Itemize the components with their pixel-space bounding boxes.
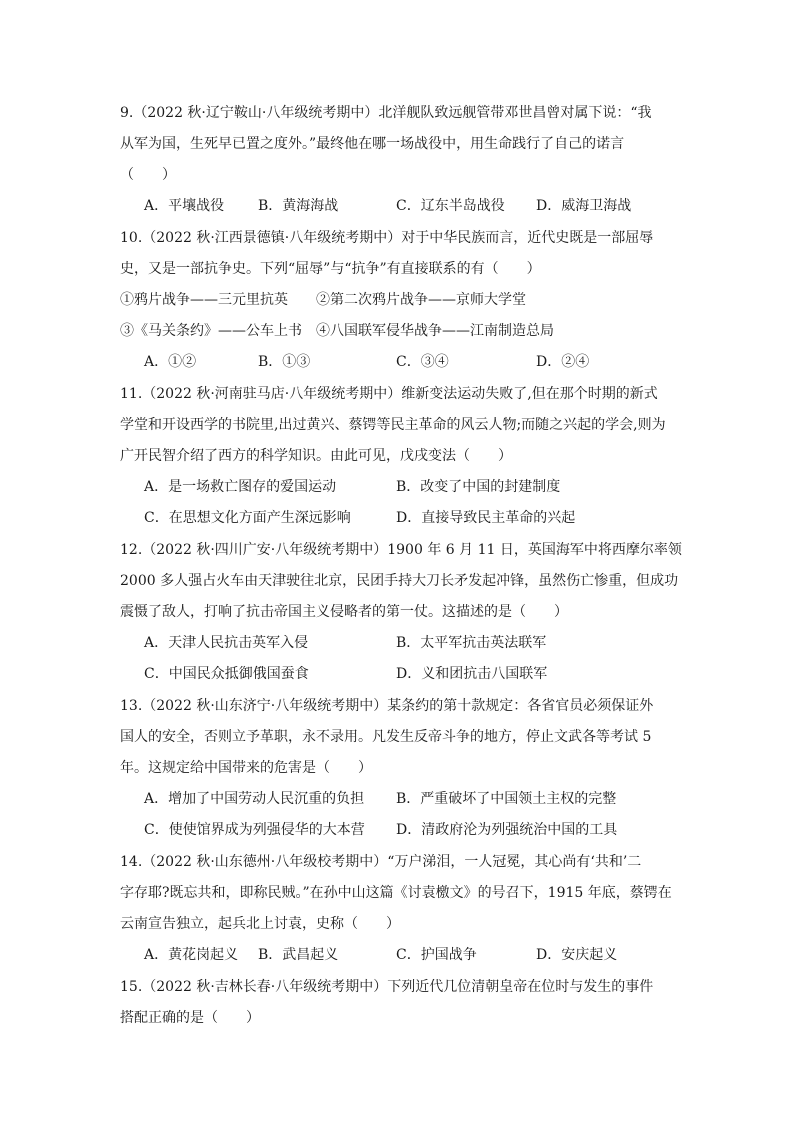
question-15-line-2: 搭配正确的是（ ）: [120, 1010, 260, 1026]
question-11-line-2: 学堂和开设西学的书院里,出过黄兴、蔡锷等民主革命的风云人物;而随之兴起的学会,则为: [120, 417, 666, 433]
question-12-option-d: D．义和团抗击八国联军: [396, 666, 548, 682]
question-9-option-d: D．威海卫海战: [536, 198, 632, 214]
question-9-option-b: B．黄海海战: [258, 198, 339, 214]
question-11-option-a: A．是一场救亡图存的爱国运动: [144, 479, 337, 495]
question-11-option-d: D．直接导致民主革命的兴起: [396, 510, 576, 526]
question-11-line-1: 11.（2022 秋·河南驻马店·八年级统考期中）维新变法运动失败了,但在那个时期的新式: [120, 386, 658, 402]
question-10-line-2: 史，又是一部抗争史。下列“屈辱”与“抗争”有直接联系的有（ ）: [120, 261, 541, 277]
question-12-line-1: 12.（2022 秋·四川广安·八年级统考期中）1900 年 6 月 11 日，英国海军中将西摩尔率领: [120, 542, 682, 558]
question-14-option-c: C．护国战争: [396, 947, 477, 963]
question-14-line-2: 字存耶?既忘共和，即称民贼。”在孙中山这篇《讨袁檄文》的号召下，1915 年底，蔡锷在: [120, 885, 672, 901]
question-9-line-1: 9.（2022 秋·辽宁鞍山·八年级统考期中）北洋舰队致远舰管带邓世昌曾对属下说：“我: [120, 105, 652, 121]
question-14-option-b: B．武昌起义: [258, 947, 339, 963]
question-10-option-d: D．②④: [536, 354, 590, 370]
question-10-option-b: B．①③: [258, 354, 311, 370]
question-11-option-c: C．在思想文化方面产生深远影响: [144, 510, 351, 526]
question-10-line-1: 10.（2022 秋·江西景德镇·八年级统考期中）对于中华民族而言，近代史既是一部屈辱: [120, 230, 654, 246]
question-13-line-3: 年。这规定给中国带来的危害是（ ）: [120, 760, 372, 776]
question-15-line-1: 15.（2022 秋·吉林长春·八年级统考期中）下列近代几位清朝皇帝在位时与发生的事件: [120, 979, 654, 995]
question-10-option-a: A．①②: [144, 354, 197, 370]
question-13-option-c: C．使使馆界成为列强侵华的大本营: [144, 822, 365, 838]
question-12-option-c: C．中国民众抵御俄国蚕食: [144, 666, 309, 682]
question-14-line-1: 14.（2022 秋·山东德州·八年级校考期中）“万户涕泪，一人冠冕，其心尚有‘共和’二: [120, 854, 642, 870]
question-13-option-d: D．清政府沦为列强统治中国的工具: [396, 822, 618, 838]
question-10-option-c: C．③④: [396, 354, 449, 370]
question-13-line-2: 国人的安全，否则立予革职，永不录用。凡发生反帝斗争的地方，停止文武各等考试 5: [120, 729, 652, 745]
question-13-option-b: B．严重破坏了中国领土主权的完整: [396, 791, 617, 807]
question-9-line-3: （ ）: [120, 167, 176, 183]
question-14-option-a: A．黄花岗起义: [144, 947, 239, 963]
question-9-option-a: A．平壤战役: [144, 198, 225, 214]
question-9-option-c: C．辽东半岛战役: [396, 198, 505, 214]
question-9-line-2: 从军为国，生死早已置之度外。”最终他在哪一场战役中，用生命践行了自己的诺言: [120, 136, 625, 152]
question-14-line-3: 云南宣告独立，起兵北上讨袁，史称（ ）: [120, 916, 400, 932]
question-11-option-b: B．改变了中国的封建制度: [396, 479, 561, 495]
question-12-option-b: B．太平军抗击英法联军: [396, 635, 547, 651]
question-12-option-a: A．天津人民抗击英军入侵: [144, 635, 309, 651]
question-14-option-d: D．安庆起义: [536, 947, 618, 963]
question-11-line-3: 广开民智介绍了西方的科学知识。由此可见，戊戌变法（ ）: [120, 448, 512, 464]
question-12-line-2: 2000 多人强占火车由天津驶往北京，民团手持大刀长矛发起冲锋，虽然伤亡惨重，但成功: [120, 573, 679, 589]
question-10-line-4: ③《马关条约》——公车上书 ④八国联军侵华战争——江南制造总局: [120, 323, 554, 339]
question-13-option-a: A．增加了中国劳动人民沉重的负担: [144, 791, 365, 807]
question-12-line-3: 震慑了敌人，打响了抗击帝国主义侵略者的第一仗。这描述的是（ ）: [120, 604, 568, 620]
question-13-line-1: 13.（2022 秋·山东济宁·八年级统考期中）某条约的第十款规定：各省官员必须保证外: [120, 698, 654, 714]
question-10-line-3: ①鸦片战争——三元里抗英 ②第二次鸦片战争——京师大学堂: [120, 292, 526, 308]
